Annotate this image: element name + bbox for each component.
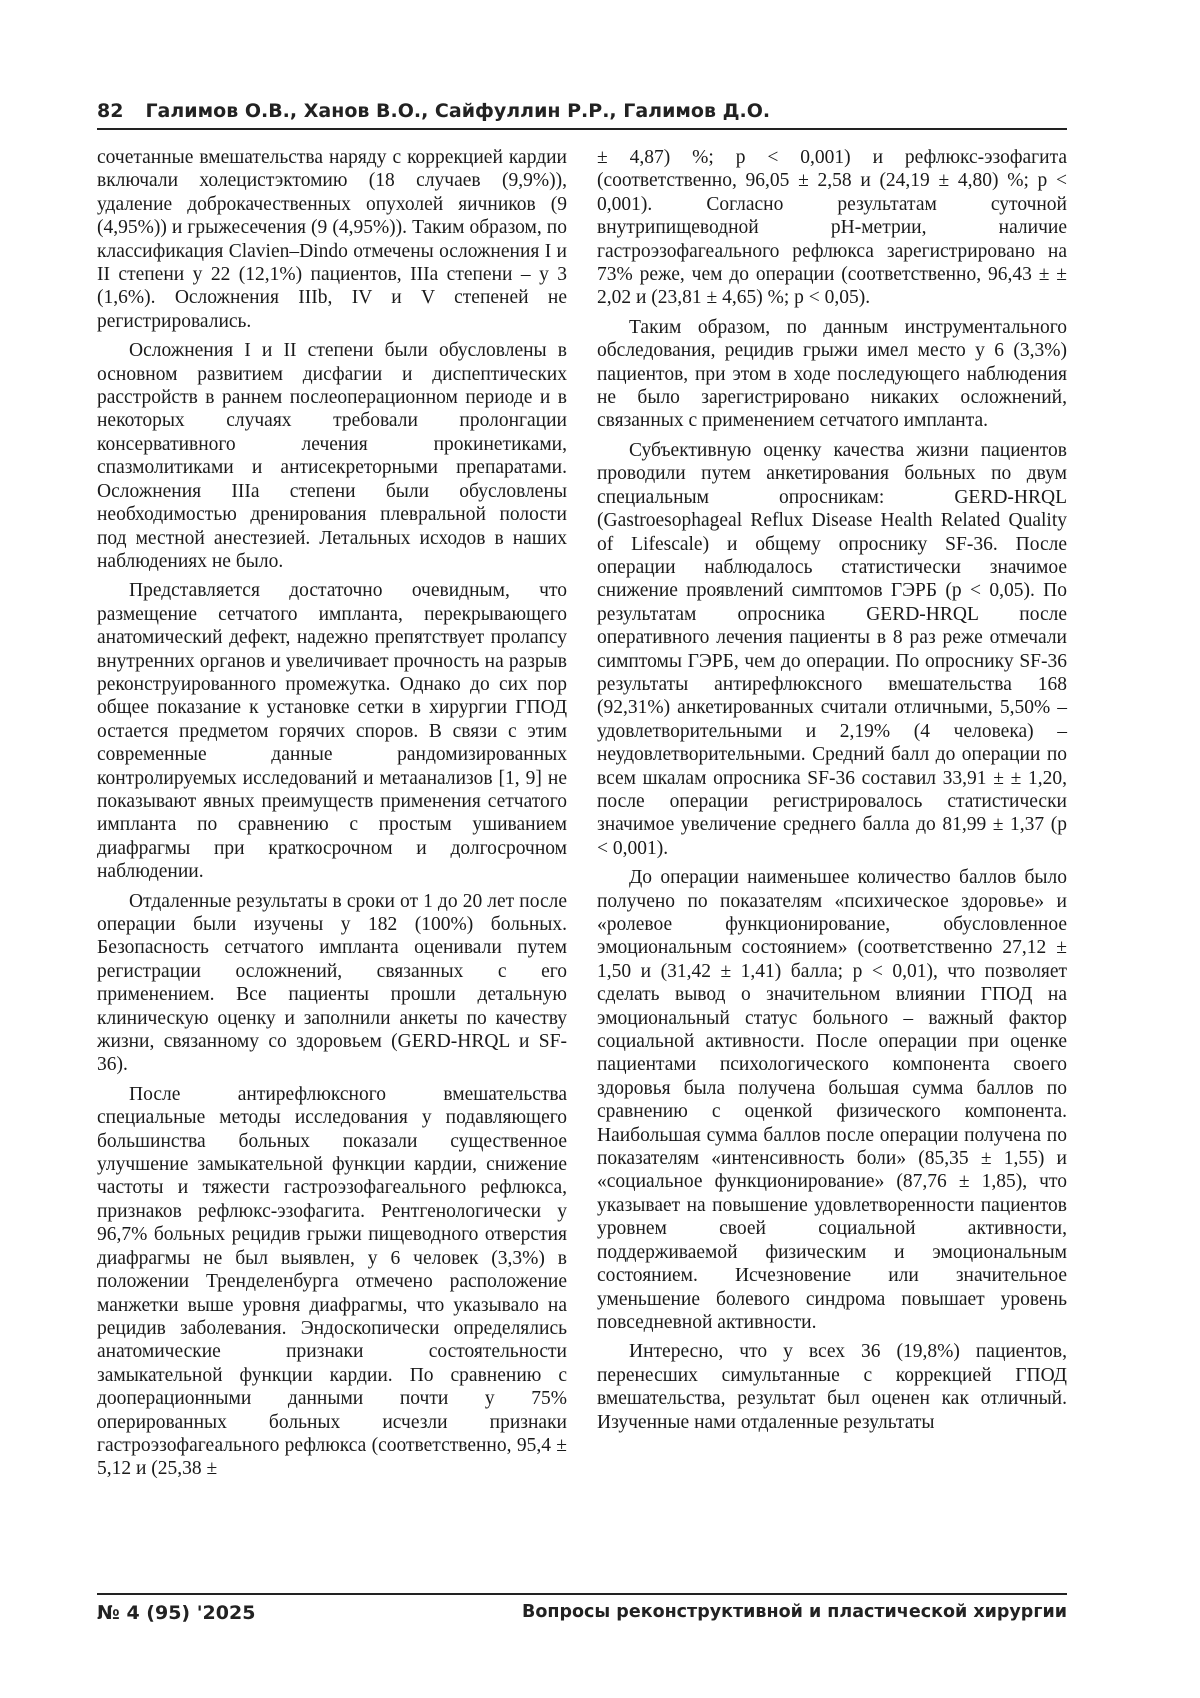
header-authors: Галимов О.В., Ханов В.О., Сайфуллин Р.Р., Галимов Д.О. xyxy=(145,100,771,122)
page-number: 82 xyxy=(97,100,124,122)
paragraph: Таким образом, по данным инструментального обследования, рецидив грыжи имел место у 6 (3,3%) пациентов, при этом в ходе последующего наблюдения не было зарегистрировано никаких осложнений, связанных с применением сетчатого импланта. xyxy=(597,316,1067,432)
footer-journal-title: Вопросы реконструктивной и пластической хирургии xyxy=(522,1602,1067,1622)
right-column xyxy=(597,146,1067,1434)
paragraph: Осложнения I и II степени были обусловлены в основном развитием дисфагии и диспептических расстройств в раннем послеоперационном периоде и в некоторых случаях требовали пролонгации консервативного лечения прокинетиками, спазмолитиками и антисекреторными препаратами. Осложнения IIIa степени были обусловлены необходимостью дренирования плевральной полости под местной анестезией. Летальных исходов в наших наблюдениях не было. xyxy=(97,340,567,572)
paragraph: Представляется достаточно очевидным, что размещение сетчатого импланта, перекрывающего анатомический дефект, надежно препятствует пролапсу внутренних органов и увеличивает прочность на разрыв реконструированного промежутка. Однако до сих пор общее показание к установке сетки в хирургии ГПОД остается предметом горячих споров. В связи с этим современные данные рандомизированных контролируемых исследований и метаанализов [1, 9] не показывают явных преимуществ применения сетчатого импланта по сравнению с простым ушиванием диафрагмы при краткосрочном и долгосрочном наблюдении. xyxy=(97,580,567,883)
header-rule xyxy=(97,128,1067,130)
paragraph: ± 4,87) %; p < 0,001) и рефлюкс-эзофагита (соответственно, 96,05 ± 2,58 и (24,19 ± 4,80) %; p < 0,001). Согласно результатам суточной внутрипищеводной pH-метрии, наличие гастроэзофагеального рефлюкса зарегистрировано на 73% реже, чем до операции (соответственно, 96,43 ± ± 2,02 и (23,81 ± 4,65) %; p < 0,05). xyxy=(597,147,1067,309)
paragraph: До операции наименьшее количество баллов было получено по показателям «психическое здоровье» и «ролевое функционирование, обусловленное эмоциональным состоянием» (соответственно 27,12 ± 1,50 и (31,42 ± 1,41) балла; p < 0,01), что позволяет сделать вывод о значительном влиянии ГПОД на эмоциональный статус больного – важный фактор социальной активности. После операции при оценке пациентами психологического компонента своего здоровья была получена большая сумма баллов по сравнению с оценкой физического компонента. Наибольшая сумма баллов после операции получена по показателям «интенсивность боли» (85,35 ± 1,55) и «социальное функционирование» (87,76 ± 1,85), что указывает на повышение удовлетворенности пациентов уровнем своей социальной активности, поддерживаемой физическим и эмоциональным состоянием. Исчезновение или значительное уменьшение болевого синдрома повышает уровень повседневной активности. xyxy=(597,867,1067,1333)
paragraph: Отдаленные результаты в сроки от 1 до 20 лет после операции были изучены у 182 (100%) больных. Безопасность сетчатого импланта оценивали путем регистрации осложнений, связанных с его применением. Все пациенты прошли детальную клиническую оценку и заполнили анкеты по качеству жизни, связанному со здоровьем (GERD-HRQL и SF-36). xyxy=(97,890,567,1076)
paragraph: сочетанные вмешательства наряду с коррекцией кардии включали холецистэктомию (18 случаев (9,9%)), удаление доброкачественных опухолей яичников (9 (4,95%)) и грыжесечения (9 (4,95%)). Таким образом, по классификация Clavien–Dindo отмечены осложнения I и II степени у 22 (12,1%) пациентов, IIIa степени – у 3 (1,6%). Осложнения IIIb, IV и V степеней не регистрировались. xyxy=(97,147,567,332)
paragraph: После антирефлюксного вмешательства специальные методы исследования у подавляющего большинства больных показали существенное улучшение замыкательной функции кардии, снижение частоты и тяжести гастроэзофагеального рефлюкса, признаков рефлюкс-эзофагита. Рентгенологически у 96,7% больных рецидив грыжи пищеводного отверстия диафрагмы не был выявлен, у 6 человек (3,3%) в положении Тренделенбурга отмечено расположение манжетки выше уровня диафрагмы, что указывало на рецидив заболевания. Эндоскопически определялись анатомические признаки состоятельности замыкательной функции кардии. По сравнению с дооперационными данными почти у 75% оперированных больных исчезли признаки гастроэзофагеального рефлюкса (соответственно, 95,4 ± 5,12 и (25,38 ± xyxy=(97,1083,567,1480)
page-header xyxy=(97,100,1067,122)
footer-issue: № 4 (95) '2025 xyxy=(97,1602,256,1624)
footer-rule xyxy=(97,1593,1067,1595)
left-column xyxy=(97,146,567,1481)
paragraph: Субъективную оценку качества жизни пациентов проводили путем анкетирования больных по двум специальным опросникам: GERD-HRQL (Gastroesophageal Reflux Disease Health Related Quality of Lifescale) и общему опроснику SF-36. После операции наблюдалось статистически значимое снижение проявлений симптомов ГЭРБ (p < 0,05). По результатам опросника GERD-HRQL после оперативного лечения пациенты в 8 раз реже отмечали симптомы ГЭРБ, чем до операции. По опроснику SF-36 результаты антирефлюксного вмешательства 168 (92,31%) анкетированных считали отличными, 5,50% – удовлетворительными и 2,19% (4 человека) – неудовлетворительными. Средний балл до операции по всем шкалам опросника SF-36 составил 33,91 ± ± 1,20, после операции регистрировалось статистически значимое увеличение среднего балла до 81,99 ± 1,37 (p < 0,001). xyxy=(597,439,1067,859)
paragraph: Интересно, что у всех 36 (19,8%) пациентов, перенесших симультанные с коррекцией ГПОД вмешательства, результат был оценен как отличный. Изученные нами отдаленные результаты xyxy=(597,1341,1067,1433)
